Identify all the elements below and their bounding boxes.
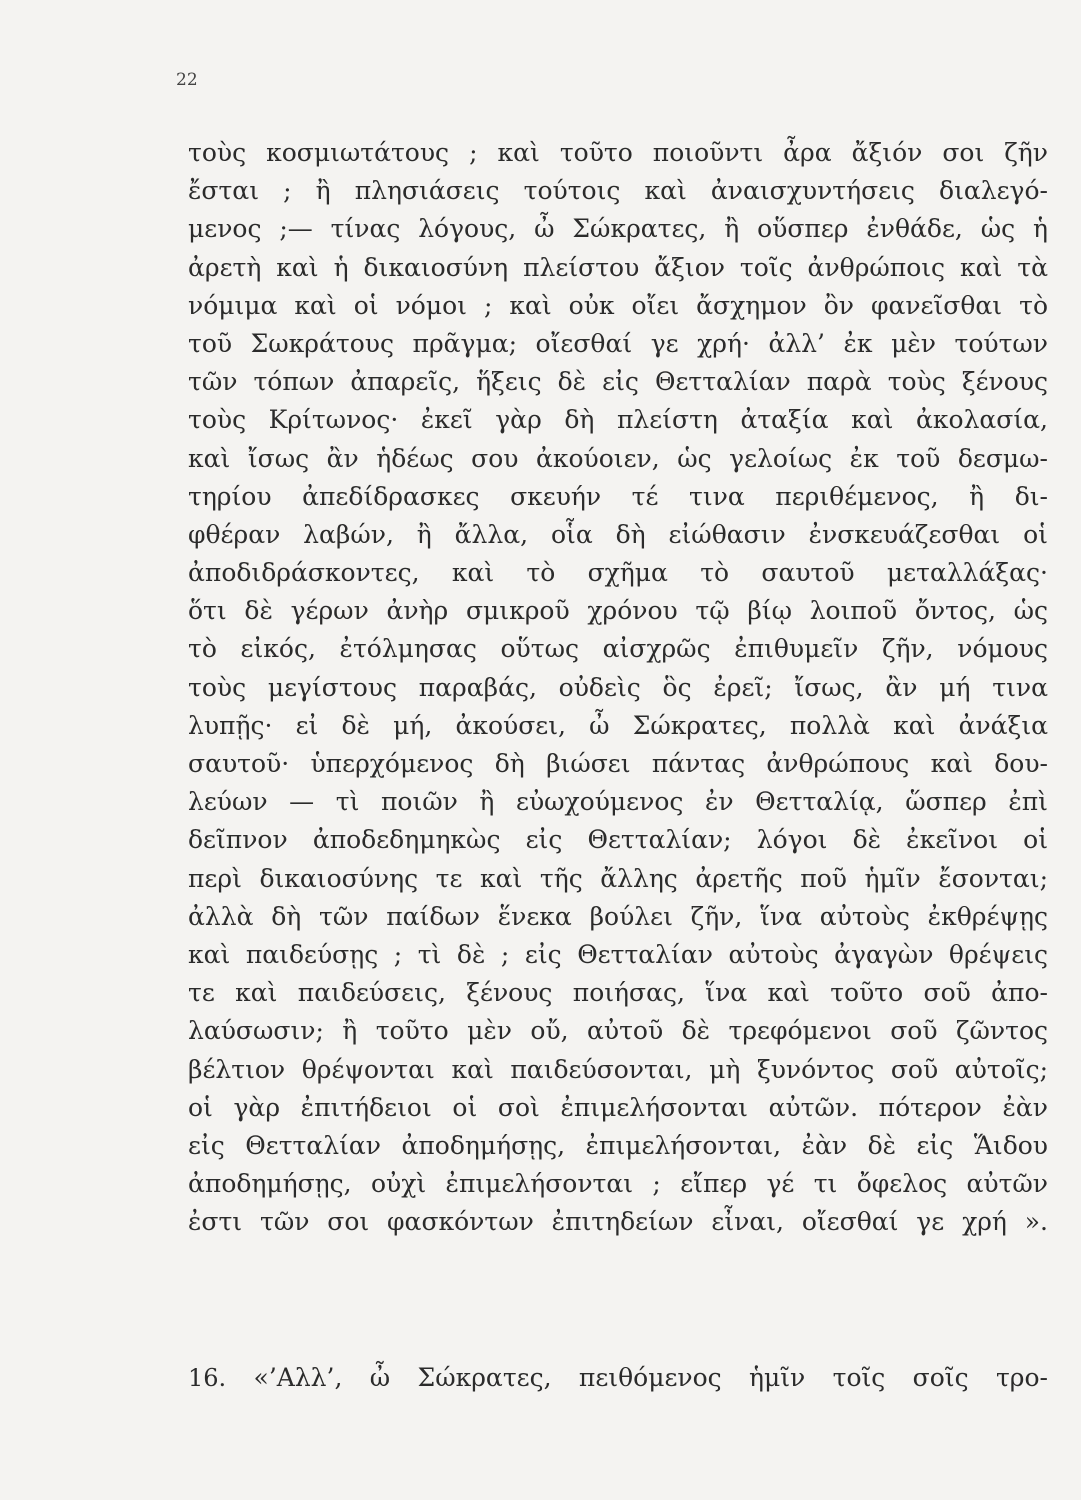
text-line: περὶ δικαιοσύνης τε καὶ τῆς ἄλλης ἀρετῆς ποῦ ἡμῖν ἔσονται; [188,863,1048,893]
text-line: τοὺς Κρίτωνος· ἐκεῖ γὰρ δὴ πλείστη ἀταξία καὶ ἀκολασία, [188,405,1048,435]
paragraph-text: «’Αλλ’, ὦ Σώκρατες, πειθόμενος ἡμῖν τοῖς σοῖς τρο- [226,1363,1048,1392]
text-line: τοῦ Σωκράτους πρᾶγμα; οἴεσθαί γε χρή· ἀλλ’ ἐκ μὲν τούτων [188,328,1048,358]
text-line: ἀρετὴ καὶ ἡ δικαιοσύνη πλείστου ἄξιον τοῖς ἀνθρώποις καὶ τὰ [188,252,1048,282]
text-line: οἱ γὰρ ἐπιτήδειοι οἱ σοὶ ἐπιμελήσονται αὐτῶν. πότερον ἐὰν [188,1092,1048,1122]
next-paragraph [188,1358,1048,1398]
text-line: λαύσωσιν; ἢ τοῦτο μὲν οὔ, αὐτοῦ δὲ τρεφόμενοι σοῦ ζῶντος [188,1016,1048,1046]
text-line: τῶν τόπων ἀπαρεῖς, ἥξεις δὲ εἰς Θετταλίαν παρὰ τοὺς ξένους [188,367,1048,397]
text-line: λεύων — τὶ ποιῶν ἢ εὐωχούμενος ἐν Θετταλίᾳ, ὥσπερ ἐπὶ [188,787,1048,817]
text-line: τὸ εἰκός, ἐτόλμησας οὕτως αἰσχρῶς ἐπιθυμεῖν ζῆν, νόμους [188,634,1048,664]
text-line: τε καὶ παιδεύσεις, ξένους ποιήσας, ἵνα καὶ τοῦτο σοῦ ἀπο- [188,978,1048,1008]
text-line: ἀποδημήσῃς, οὐχὶ ἐπιμελήσονται ; εἴπερ γέ τι ὄφελος αὐτῶν [188,1169,1048,1199]
text-line: βέλτιον θρέψονται καὶ παιδεύσονται, μὴ ξυνόντος σοῦ αὐτοῖς; [188,1054,1048,1084]
text-line: νόμιμα καὶ οἱ νόμοι ; καὶ οὐκ οἴει ἄσχημον ὂν φανεῖσθαι τὸ [188,290,1048,320]
text-line: τηρίου ἀπεδίδρασκες σκευήν τέ τινα περιθέμενος, ἢ δι- [188,481,1048,511]
text-line: τοὺς μεγίστους παραβάς, οὐδεὶς ὃς ἐρεῖ; ἴσως, ἂν μή τινα [188,672,1048,702]
body-text [188,134,1048,1241]
section-number: 16. [188,1364,227,1392]
text-line: καὶ ἴσως ἂν ἡδέως σου ἀκούοιεν, ὡς γελοίως ἐκ τοῦ δεσμω- [188,443,1048,473]
text-line: εἰς Θετταλίαν ἀποδημήσῃς, ἐπιμελήσονται, ἐὰν δὲ εἰς Ἅιδου [188,1130,1048,1160]
text-line: ἔσται ; ἢ πλησιάσεις τούτοις καὶ ἀναισχυντήσεις διαλεγό- [188,176,1048,206]
page-number: 22 [176,70,198,90]
text-line: τοὺς κοσμιωτάτους ; καὶ τοῦτο ποιοῦντι ἆρα ἄξιόν σοι ζῆν [188,138,1048,167]
text-line: μενος ;— τίνας λόγους, ὦ Σώκρατες, ἢ οὕσπερ ἐνθάδε, ὡς ἡ [188,214,1048,244]
text-line: δεῖπνον ἀποδεδημηκὼς εἰς Θετταλίαν; λόγοι δὲ ἐκεῖνοι οἱ [188,825,1048,855]
text-line: ἀποδιδράσκοντες, καὶ τὸ σχῆμα τὸ σαυτοῦ μεταλλάξας· [188,558,1048,588]
text-line: ἀλλὰ δὴ τῶν παίδων ἕνεκα βούλει ζῆν, ἵνα αὐτοὺς ἐκθρέψῃς [188,901,1048,931]
text-line: φθέραν λαβών, ἢ ἄλλα, οἷα δὴ εἰώθασιν ἐνσκευάζεσθαι οἱ [188,519,1048,549]
text-line: λυπῇς· εἰ δὲ μή, ἀκούσει, ὦ Σώκρατες, πολλὰ καὶ ἀνάξια [188,710,1048,740]
text-line: ὅτι δὲ γέρων ἀνὴρ σμικροῦ χρόνου τῷ βίῳ λοιποῦ ὄντος, ὡς [188,596,1048,626]
text-line: ἐστι τῶν σοι φασκόντων ἐπιτηδείων εἶναι, οἴεσθαί γε χρή ». [188,1207,1048,1237]
text-line: καὶ παιδεύσῃς ; τὶ δὲ ; εἰς Θετταλίαν αὐτοὺς ἀγαγὼν θρέψεις [188,939,1048,969]
text-line: σαυτοῦ· ὑπερχόμενος δὴ βιώσει πάντας ἀνθρώπους καὶ δου- [188,749,1048,778]
